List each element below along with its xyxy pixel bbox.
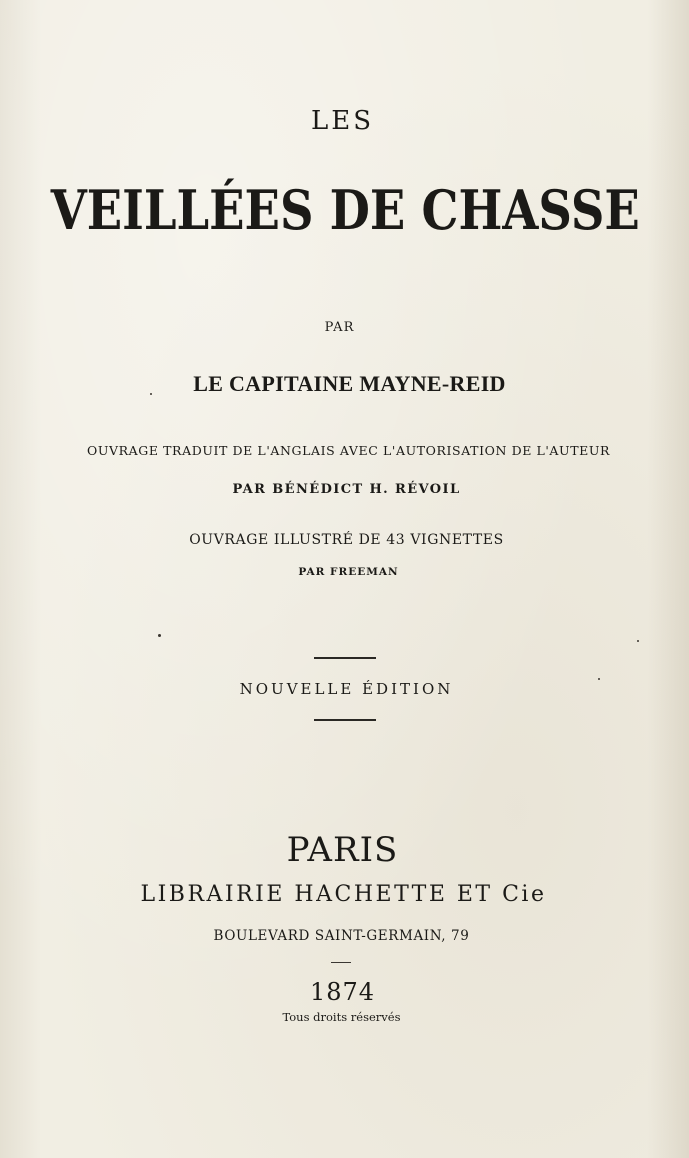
divider-rule-bottom	[314, 719, 376, 721]
publisher-name: LIBRAIRIE HACHETTE ET Cie	[140, 882, 547, 907]
book-title: VEILLÉES DE CHASSE	[50, 178, 640, 242]
publication-city: PARIS	[286, 830, 399, 870]
paper-speck	[637, 640, 639, 642]
rights-notice: Tous droits réservés	[282, 1010, 401, 1024]
publisher-address: BOULEVARD SAINT-GERMAIN, 79	[213, 928, 470, 944]
illustration-note: OUVRAGE ILLUSTRÉ DE 43 VIGNETTES	[189, 532, 504, 548]
paper-speck	[150, 393, 152, 395]
paper-speck	[158, 634, 161, 637]
edition-label: NOUVELLE ÉDITION	[239, 680, 454, 698]
by-label: PAR	[324, 320, 355, 335]
series-article: LES	[310, 106, 375, 136]
translation-note: OUVRAGE TRADUIT DE L'ANGLAIS AVEC L'AUTORISATION DE L'AUTEUR	[86, 443, 611, 458]
translator-name: PAR BÉNÉDICT H. RÉVOIL	[232, 482, 461, 497]
paper-speck	[598, 678, 600, 680]
divider-rule-top	[314, 657, 376, 659]
illustrator-name: PAR FREEMAN	[298, 566, 399, 578]
publication-year: 1874	[309, 978, 376, 1006]
author-name: LE CAPITAINE MAYNE-REID	[193, 371, 506, 396]
divider-short-rule	[331, 962, 351, 963]
